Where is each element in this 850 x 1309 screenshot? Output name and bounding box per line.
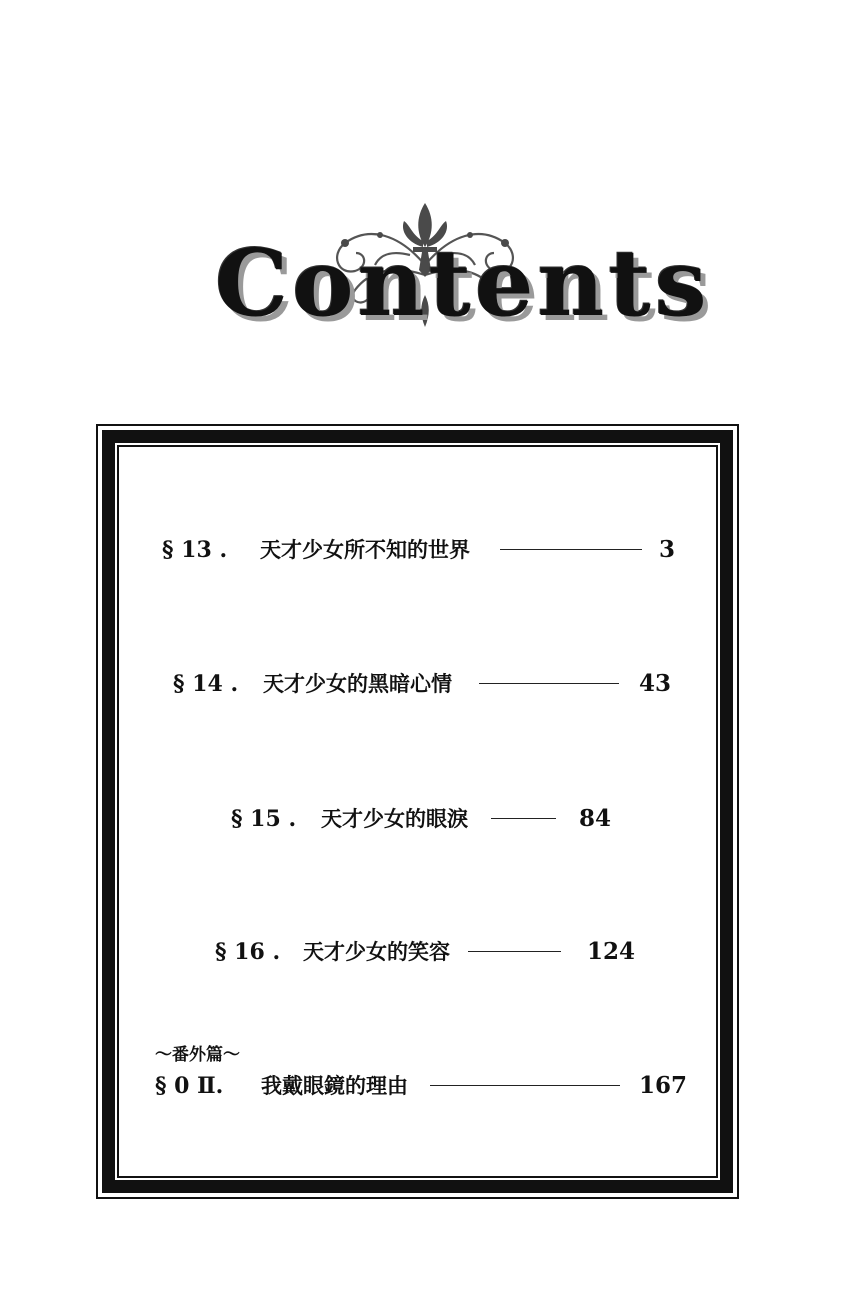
chapter-title: 天才少女的笑容 [303, 939, 450, 964]
extra-chapter-label: ～番外篇～ [155, 1045, 240, 1065]
toc-entry[interactable] [173, 666, 693, 702]
section-number: § 15 . [231, 806, 297, 832]
page-number: 167 [638, 1072, 687, 1099]
chapter-title: 天才少女的眼淚 [321, 806, 468, 831]
page-number: 84 [578, 805, 611, 832]
page-number: 3 [658, 536, 675, 563]
page-number: 43 [638, 670, 671, 697]
toc-entry[interactable] [231, 801, 631, 837]
toc-entry[interactable] [155, 1068, 695, 1104]
dot-leader [491, 818, 556, 819]
dot-leader [468, 951, 561, 952]
dot-leader [430, 1085, 620, 1086]
toc-entry[interactable] [162, 532, 682, 568]
section-number: § 16 . [215, 939, 281, 965]
toc-entry[interactable] [215, 934, 645, 970]
dot-leader [500, 549, 642, 550]
page-number: 124 [586, 938, 635, 965]
section-number: § 13 . [162, 537, 228, 563]
page-title: Contents [215, 229, 711, 337]
section-number: § 14 . [173, 671, 239, 697]
chapter-title: 天才少女的黑暗心情 [263, 671, 452, 696]
chapter-title: 天才少女所不知的世界 [260, 537, 470, 562]
dot-leader [479, 683, 619, 684]
section-number: § 0 Ⅱ. [155, 1073, 224, 1099]
chapter-title: 我戴眼鏡的理由 [261, 1073, 408, 1098]
